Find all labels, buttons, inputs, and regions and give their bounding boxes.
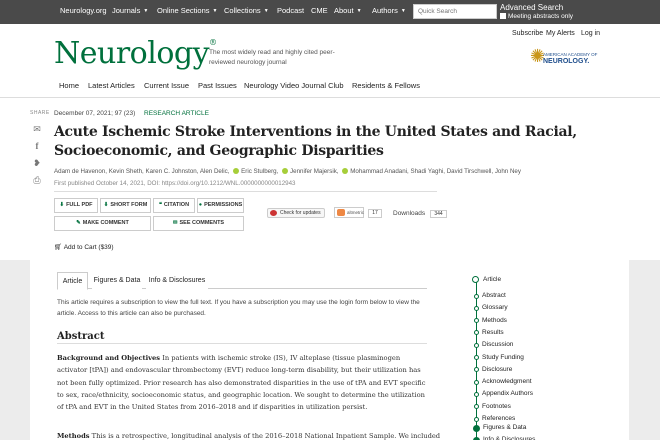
chevron-down-icon: ▼ xyxy=(400,8,406,14)
toc-subnode xyxy=(474,392,479,397)
toc-subitem[interactable]: Glossary xyxy=(482,304,508,312)
toc-item-article[interactable]: Article xyxy=(483,276,502,283)
share-label: SHARE xyxy=(30,110,50,116)
toc-node xyxy=(472,276,479,283)
toc-subnode xyxy=(474,343,479,348)
altmetric-badge[interactable] xyxy=(334,207,364,218)
topnav-about[interactable] xyxy=(334,6,362,15)
toc-subitem[interactable]: Results xyxy=(482,328,504,336)
author-list xyxy=(54,168,521,175)
toc-subnode xyxy=(474,380,479,385)
chevron-down-icon: ▼ xyxy=(212,8,218,14)
toc-subitem[interactable]: Study Funding xyxy=(482,353,524,361)
chevron-down-icon: ▼ xyxy=(356,8,362,14)
meeting-abstracts-label: Meeting abstracts only xyxy=(508,13,574,20)
toc-subitem[interactable]: Methods xyxy=(482,316,507,324)
subscribe-link[interactable]: Subscribe xyxy=(512,30,544,37)
neurology-logo[interactable] xyxy=(54,36,217,71)
add-to-cart-label: Add to Cart ($39) xyxy=(63,244,114,251)
topnav-about-label: About xyxy=(334,6,354,15)
download-icon: ⬇ xyxy=(59,202,65,208)
download-icon: ⬇ xyxy=(103,202,109,208)
chevron-down-icon: ▼ xyxy=(263,8,269,14)
aan-logo-line2: NEUROLOGY. xyxy=(543,58,590,65)
make-comment-button[interactable] xyxy=(54,216,151,231)
orcid-icon[interactable] xyxy=(342,168,348,174)
aan-logo[interactable] xyxy=(530,44,606,72)
mainnav-latest-articles[interactable]: Latest Articles xyxy=(88,81,135,90)
toc-subitem[interactable]: Discussion xyxy=(482,341,514,349)
topnav-cme[interactable]: CME xyxy=(311,6,328,15)
toc-subitem[interactable]: Abstract xyxy=(482,292,506,299)
background-text: In patients with ischemic stroke (IS), IV alteplase (tissue plasminogen activator [tPA]) and endovascular thrombectomy (EVT) reduce long-term disability, but their utilization has not been fully optimized. Prior research has also demonstrated disparities in the use of tPA and EVT specific to sex, race/ethnicity, socioeconomic status, and geographic location. We sought to determine the utilization of tPA and EVT in the United States from 2016–2018 and if disparities in utilization persist. xyxy=(57,354,426,412)
twitter-icon[interactable]: ❥ xyxy=(33,158,41,168)
downloads-label: Downloads xyxy=(393,210,426,217)
email-icon[interactable]: ✉ xyxy=(33,124,41,134)
altmetric-icon xyxy=(337,209,345,216)
cart-icon: 🛒︎ xyxy=(54,244,63,251)
journal-tagline: The most widely read and highly cited peer-reviewed neurology journal xyxy=(209,49,335,66)
altmetric-label: altmetric xyxy=(347,210,365,215)
meeting-abstracts-checkbox[interactable] xyxy=(500,13,506,19)
first-published-doi: First published October 14, 2021, DOI: https://doi.org/10.1212/WNL.0000000000012943 xyxy=(54,180,296,187)
meta-divider xyxy=(54,191,437,192)
permissions-button[interactable] xyxy=(197,198,244,213)
methods-text: This is a retrospective, longitudinal analysis of the 2016–2018 National Inpatient Sample. We included xyxy=(89,432,441,440)
tab-article[interactable]: Article xyxy=(57,272,88,290)
mainnav-video-journal-club[interactable]: Neurology Video Journal Club xyxy=(244,81,344,90)
abstract-background xyxy=(57,352,431,413)
toc-item-info-disclosures[interactable]: Info & Disclosures xyxy=(483,436,536,440)
topnav-collections-label: Collections xyxy=(224,6,261,15)
background-label: Background and Objectives xyxy=(57,354,161,362)
author-stulberg[interactable]: Eric Stulberg, xyxy=(241,168,279,175)
toc-subitem[interactable]: Acknowledgment xyxy=(482,378,532,386)
print-icon[interactable]: ⎙ xyxy=(33,175,41,185)
author-majersik[interactable]: Jennifer Majersik, xyxy=(290,168,339,175)
check-for-updates-badge[interactable] xyxy=(267,208,325,218)
add-to-cart-link[interactable] xyxy=(54,243,114,251)
mainnav-past-issues[interactable]: Past Issues xyxy=(198,81,237,90)
topnav-authors-label: Authors xyxy=(372,6,398,15)
facebook-icon[interactable]: f xyxy=(35,141,39,151)
altmetric-count: 17 xyxy=(368,209,382,218)
crossmark-icon xyxy=(270,210,277,216)
toc-subitem[interactable]: Footnotes xyxy=(482,402,511,410)
quote-icon: ❝ xyxy=(158,202,162,208)
make-comment-label: MAKE COMMENT xyxy=(82,220,129,226)
tab-info-disclosures[interactable]: Info & Disclosures xyxy=(146,272,208,290)
toc-item-figures-data[interactable]: Figures & Data xyxy=(483,424,527,431)
toc-node xyxy=(473,425,480,432)
toc-subitem[interactable]: Disclosure xyxy=(482,365,513,373)
comment-icon: ✉ xyxy=(172,220,178,226)
topnav-online-sections-label: Online Sections xyxy=(157,6,210,15)
logo-text: Neurology xyxy=(54,36,210,71)
short-form-button[interactable] xyxy=(100,198,151,213)
aan-star-icon: ✺ xyxy=(530,46,546,66)
topnav-neurology-org[interactable]: Neurology.org xyxy=(60,6,107,15)
topnav-podcast[interactable]: Podcast xyxy=(277,6,305,15)
topnav-authors[interactable] xyxy=(372,6,406,15)
authors-group-a[interactable]: Adam de Havenon, Kevin Sheth, Karen C. Johnston, Alen Delic, xyxy=(54,168,230,175)
mainnav-residents-fellows[interactable]: Residents & Fellows xyxy=(352,81,420,90)
toc-subnode xyxy=(474,417,479,422)
abstract-heading: Abstract xyxy=(57,331,105,342)
full-pdf-button[interactable] xyxy=(54,198,98,213)
permissions-label: PERMISSIONS xyxy=(204,202,243,208)
article-type: RESEARCH ARTICLE xyxy=(144,110,209,117)
toc-subnode xyxy=(474,294,479,299)
see-comments-label: SEE COMMENTS xyxy=(179,220,225,226)
nav-divider xyxy=(0,97,660,98)
topnav-journals-label: Journals xyxy=(112,6,141,15)
see-comments-button[interactable] xyxy=(153,216,244,231)
article-title: Acute Ischemic Stroke Interventions in the United States and Racial, Socioeconomic, and Geographic Disparities xyxy=(54,124,577,159)
toc-subitem[interactable]: References xyxy=(482,415,516,422)
top-nav-bar xyxy=(0,0,660,24)
citation-button[interactable] xyxy=(153,198,195,213)
mainnav-home[interactable]: Home xyxy=(59,81,80,90)
full-pdf-label: FULL PDF xyxy=(66,202,93,208)
orcid-icon[interactable] xyxy=(282,168,288,174)
abstract-divider xyxy=(57,343,427,344)
aan-logo-line1: AMERICAN ACADEMY OF xyxy=(543,52,598,57)
my-alerts-link[interactable]: My Alerts xyxy=(546,30,575,37)
toc-subitem[interactable]: Appendix Authors xyxy=(482,390,533,398)
topnav-online-sections[interactable] xyxy=(157,6,217,15)
short-form-label: SHORT FORM xyxy=(110,202,148,208)
toc-subnode xyxy=(474,355,479,360)
trademark-symbol: ® xyxy=(209,38,217,47)
login-link[interactable]: Log in xyxy=(581,30,601,37)
abstract-methods xyxy=(57,432,441,440)
tab-figures-data[interactable]: Figures & Data xyxy=(92,272,142,290)
mainnav-current-issue[interactable]: Current Issue xyxy=(144,81,190,90)
quick-search-input[interactable] xyxy=(413,4,497,19)
issue-date: December 07, 2021; 97 (23) xyxy=(54,110,136,117)
downloads-count: 344 xyxy=(430,210,447,218)
check-updates-label: Check for updates xyxy=(280,210,321,216)
subscription-notice: This article requires a subscription to view the full text. If you have a subscription you may use the login form below to view the article. Access to this article can also be purchased. xyxy=(57,299,420,317)
methods-label: Methods xyxy=(57,432,90,440)
lock-icon: ● xyxy=(198,202,203,208)
pencil-icon: ✎ xyxy=(76,220,81,226)
chevron-down-icon: ▼ xyxy=(143,8,149,14)
topnav-collections[interactable] xyxy=(224,6,269,15)
toc-subnode xyxy=(474,306,479,311)
authors-group-d[interactable]: Mohammad Anadani, Shadi Yaghi, David Tirschwell, John Ney xyxy=(350,168,521,175)
topnav-journals[interactable] xyxy=(112,6,148,15)
meeting-abstracts-toggle[interactable] xyxy=(500,13,573,20)
advanced-search-link[interactable]: Advanced Search xyxy=(500,3,564,12)
citation-label: CITATION xyxy=(163,202,190,208)
orcid-icon[interactable] xyxy=(233,168,239,174)
